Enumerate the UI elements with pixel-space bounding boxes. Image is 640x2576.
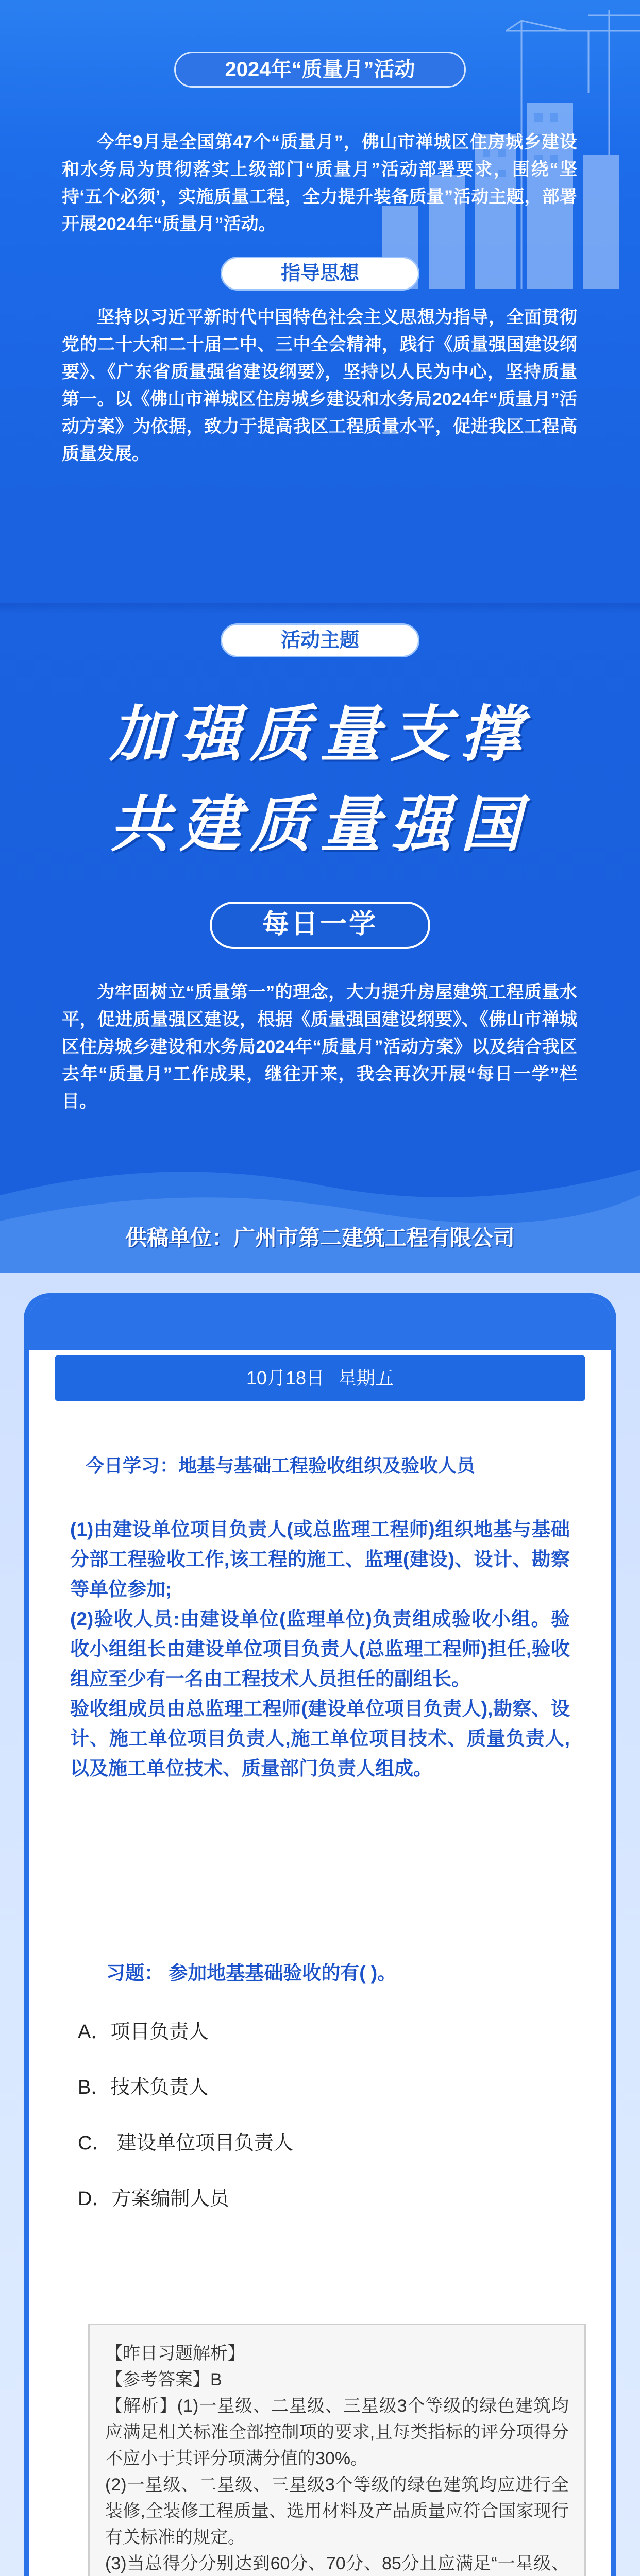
option-a: A．项目负责人 xyxy=(78,2021,209,2043)
study-paragraph-2: (2)验收人员:由建设单位(监理单位)负责组成验收小组。验收小组组长由建设单位项目负责人(总监理工程师)担任,验收组应至少有一名由工程技术人员担任的副组长。 xyxy=(70,1608,570,1689)
study-paragraph-3: 验收组成员由总监理工程师(建设单位项目负责人),勘察、设计、施工单位项目负责人,施工单位项目技术、质量负责人,以及施工单位技术、质量部门负责人组成。 xyxy=(70,1698,570,1779)
top-banner xyxy=(0,0,640,1273)
daily-paragraph: 为牢固树立“质量第一”的理念，大力提升房屋建筑工程质量水平，促进质量强区建设，根据《质量强国建设纲要》、《佛山市禅城区住房城乡建设和水务局2024年“质量月”活动方案》以及结合我区去年“质量月”工作成果，继往开来，我会再次开展“每日一学”栏目。 xyxy=(62,982,577,1111)
study-title: 今日学习：地基与基础工程验收组织及验收人员 xyxy=(86,1455,476,1476)
daily-study-card xyxy=(29,1298,611,2576)
analysis-line-2: (2)一星级、二星级、三星级3个等级的绿色建筑均应进行全装修,全装修工程质量、选用材料及产品质量应符合国家现行有关标准的规定。 xyxy=(105,2475,569,2547)
option-c: C． 建设单位项目负责人 xyxy=(78,2132,294,2154)
yesterday-analysis-box xyxy=(88,2324,586,2576)
analysis-answer: 【参考答案】B xyxy=(105,2370,222,2389)
analysis-line-1: 【解析】(1)一星级、二星级、三星级3个等级的绿色建筑均应满足相关标准全部控制项的要求,且每类指标的评分项得分不应小于其评分项满分值的30%。 xyxy=(105,2396,569,2468)
weekday-label: 星期五 xyxy=(338,1367,394,1388)
option-d: D．方案编制人员 xyxy=(78,2188,229,2210)
option-b: B．技术负责人 xyxy=(78,2077,209,2098)
theme-heading: 活动主题 xyxy=(221,623,419,657)
exercise-question: 习题： 参加地基基础验收的有( )。 xyxy=(106,1962,397,1984)
date-bar xyxy=(55,1355,585,1401)
slogan-line-1: 加强质量支撑 xyxy=(109,698,530,770)
daily-study-heading: 每日一学 xyxy=(210,902,430,949)
guide-heading: 指导思想 xyxy=(221,257,419,291)
exercise-options xyxy=(70,2004,570,2227)
slogan-line-2: 共建质量强国 xyxy=(109,788,530,860)
date-label: 10月18日 xyxy=(246,1367,325,1388)
provider-unit: 供稿单位：广州市第二建筑工程有限公司 xyxy=(125,1226,515,1250)
activity-title: 2024年“质量月”活动 xyxy=(174,52,466,88)
card-header-band xyxy=(29,1298,611,1350)
wave-decoration xyxy=(0,1149,640,1273)
study-body xyxy=(70,1515,570,1784)
section-divider xyxy=(0,603,640,613)
guide-paragraph: 坚持以习近平新时代中国特色社会主义思想为指导，全面贯彻党的二十大和二十届二中、三中全会精神，践行《质量强国建设纲要》、《广东省质量强省建设纲要》，坚持以人民为中心，坚持质量第一。以《佛山市禅城区住房城乡建设和水务局2024年“质量月”活动方案》为依据，致力于提高我区工程质量水平，促进我区工程高质量发展。 xyxy=(62,308,577,464)
analysis-line-3: (3)当总得分分别达到60分、70分、85分且应满足“一星级、 xyxy=(105,2554,569,2573)
intro-paragraph: 今年9月是全国第47个“质量月”，佛山市禅城区住房城乡建设和水务局为贯彻落实上级部门“质量月”活动部署要求，围绕“坚持‘五个必须’，实施质量工程，全力提升装备质量”活动主题，部署开展2024年“质量月”活动。 xyxy=(62,132,577,234)
analysis-heading: 【昨日习题解析】 xyxy=(105,2344,245,2363)
study-paragraph-1: (1)由建设单位项目负责人(或总监理工程师)组织地基与基础分部工程验收工作,该工程的施工、监理(建设)、设计、勘察等单位参加; xyxy=(70,1519,570,1600)
